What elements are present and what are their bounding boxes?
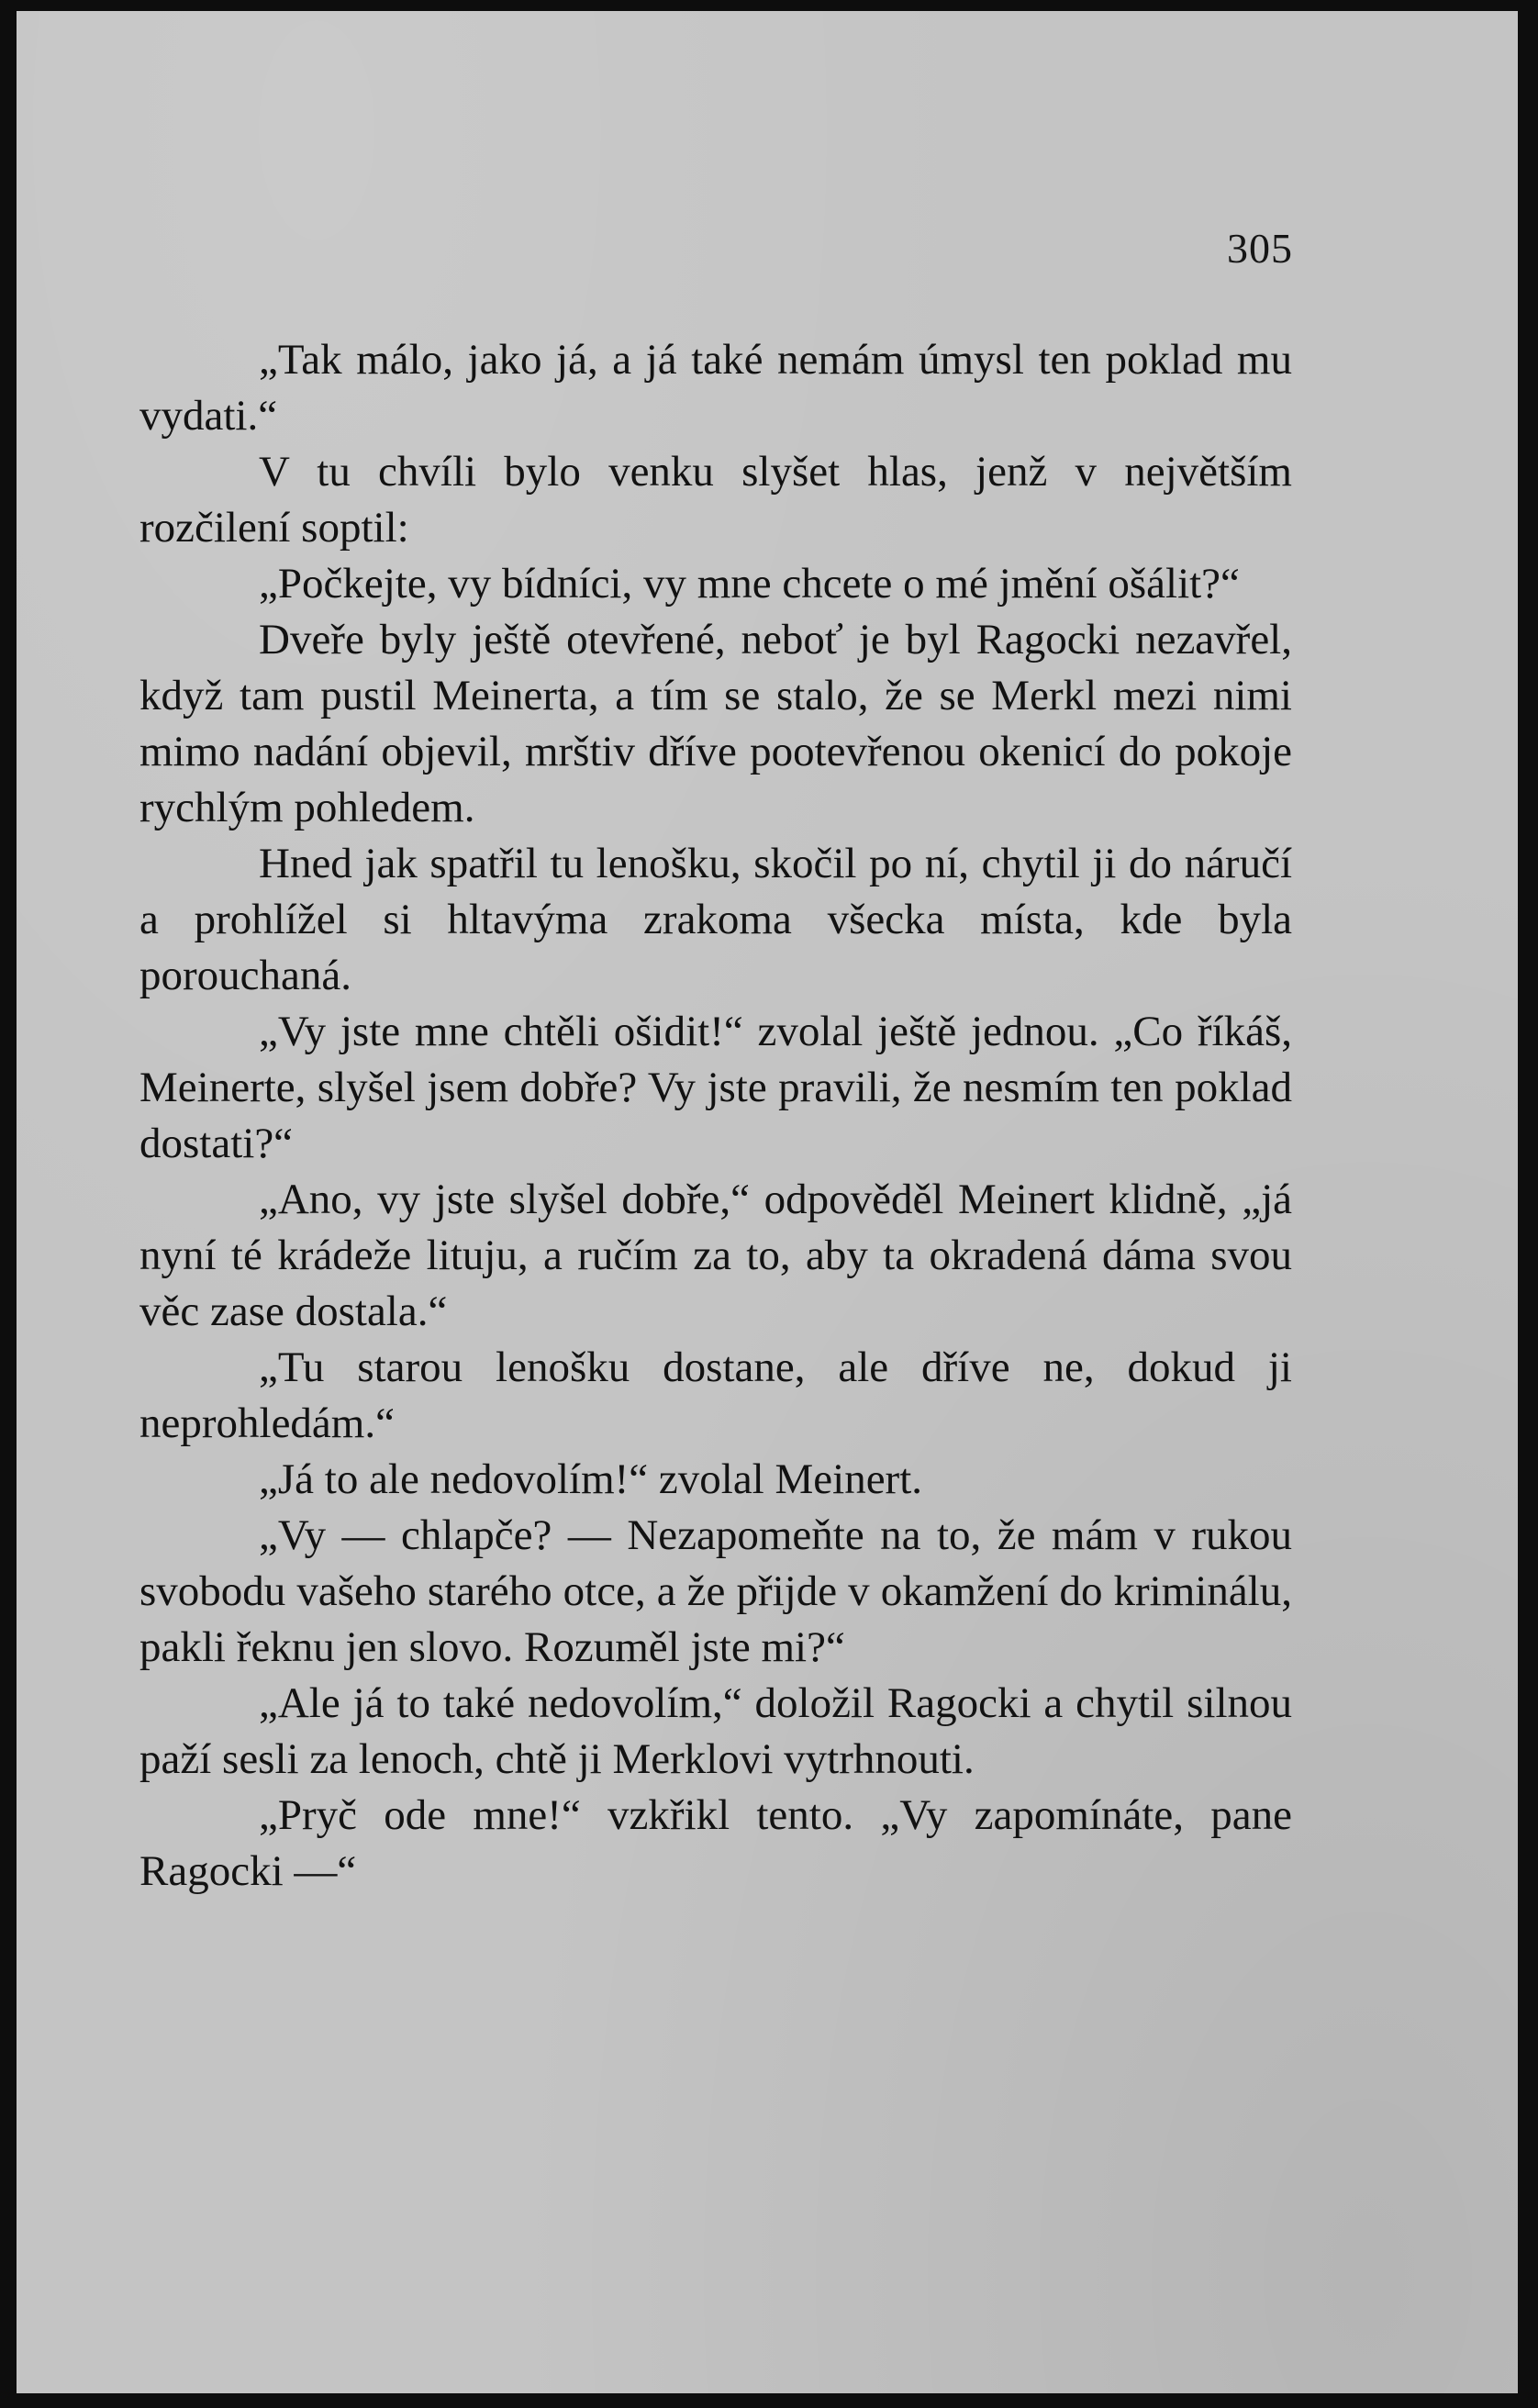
paragraph: Dveře byly ještě otevřené, neboť je byl Ragocki nezavřel, když tam pustil Meinerta, a tím se stalo, že se Merkl mezi nimi mimo nadání objevil, mrštiv dříve pootevřenou okenicí do pokoje rychlým pohledem. [139, 616, 1292, 831]
paragraph: „Pryč ode mne!“ vzkřikl tento. „Vy zapomínáte, pane Ragocki —“ [139, 1791, 1292, 1895]
book-page [17, 11, 1518, 2393]
paragraph: V tu chvíli bylo venku slyšet hlas, jenž v největším rozčilení soptil: [139, 448, 1292, 552]
paragraph: „Ano, vy jste slyšel dobře,“ odpověděl Meinert klidně, „já nyní té krádeže lituju, a ručím za to, aby ta okradená dáma svou věc zase dostala.“ [139, 1176, 1292, 1335]
paragraph: „Ale já to také nedovolím,“ doložil Ragocki a chytil silnou paží sesli za lenoch, chtě ji Merklovi vytrhnouti. [139, 1679, 1292, 1783]
page-number: 305 [1227, 225, 1293, 272]
paragraph: „Vy — chlapče? — Nezapomeňte na to, že mám v rukou svobodu vašeho starého otce, a že přijde v okamžení do kriminálu, pakli řeknu jen slovo. Rozuměl jste mi?“ [139, 1511, 1292, 1671]
paragraph: „Tu starou lenošku dostane, ale dříve ne, dokud ji neprohledám.“ [139, 1343, 1292, 1447]
paragraph: „Vy jste mne chtěli ošidit!“ zvolal ještě jednou. „Co říkáš, Meinerte, slyšel jsem dobře? Vy jste pravili, že nesmím ten poklad dostati?“ [139, 1008, 1292, 1167]
paragraph: „Já to ale nedovolím!“ zvolal Meinert. [259, 1455, 923, 1503]
paragraph: „Počkejte, vy bídníci, vy mne chcete o mé jmění ošálit?“ [259, 560, 1240, 608]
body-text [139, 332, 1292, 1900]
paragraph: „Tak málo, jako já, a já také nemám úmysl ten poklad mu vydati.“ [139, 336, 1292, 440]
paragraph: Hned jak spatřil tu lenošku, skočil po ní, chytil ji do náručí a prohlížel si hltavýma zrakoma všecka místa, kde byla porouchaná. [139, 840, 1292, 999]
